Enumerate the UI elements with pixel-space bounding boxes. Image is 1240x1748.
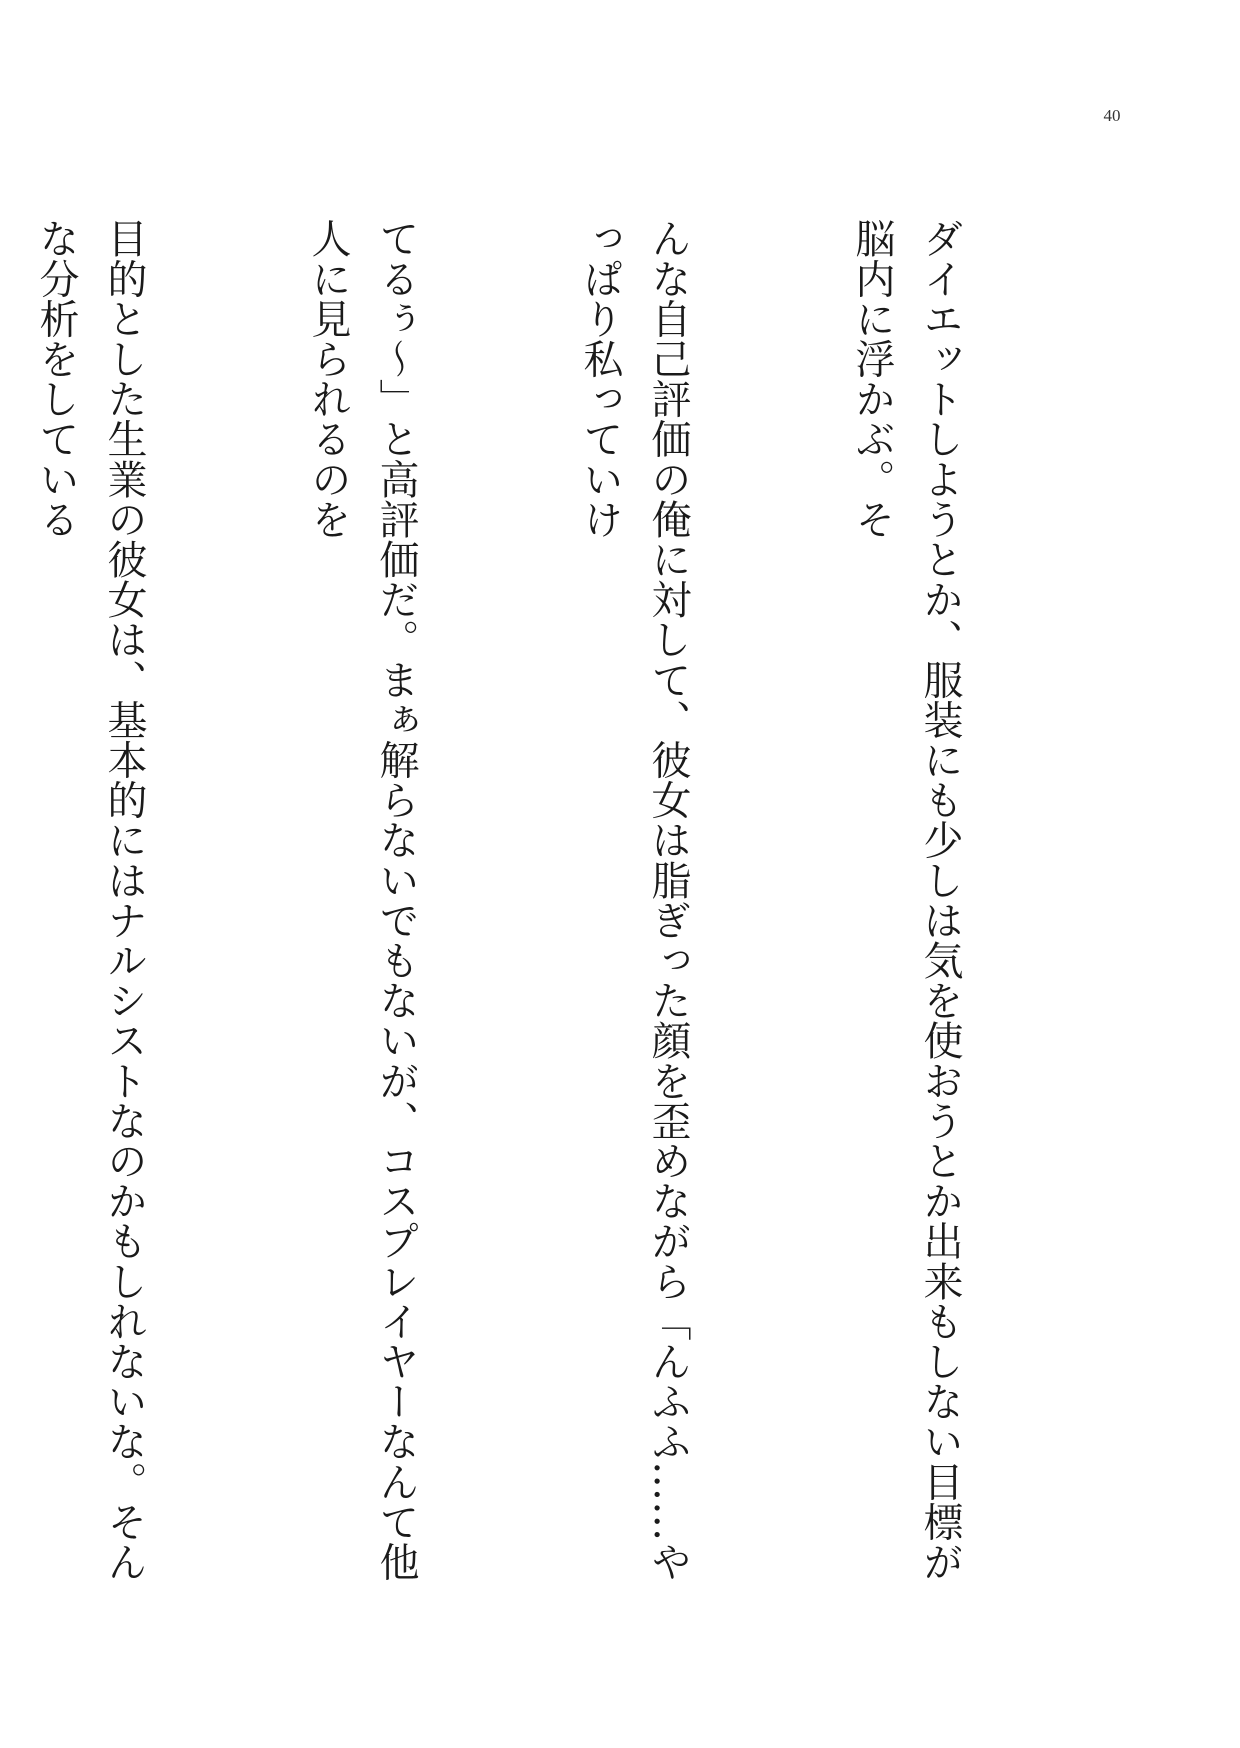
- text-line: ダイエットしようとか、服装にも少しは気を使おうとか出来もしない目標が脳内に浮かぶ。そ: [849, 218, 963, 1582]
- text-line: 目的とした生業の彼女は、基本的にはナルシストなのかもしれないな。そんな分析をしている: [33, 218, 147, 1582]
- novel-text-body: [33, 218, 1110, 1618]
- page-number: 40: [1103, 106, 1121, 125]
- text-line: てるぅ～」と高評価だ。まぁ解らないでもないが、コスプレイヤーなんて他人に見られるのを: [305, 218, 419, 1582]
- text-line: んな自己評価の俺に対して、彼女は脂ぎった顔を歪めながら「んふふ……やっぱり私っていけ: [577, 218, 691, 1582]
